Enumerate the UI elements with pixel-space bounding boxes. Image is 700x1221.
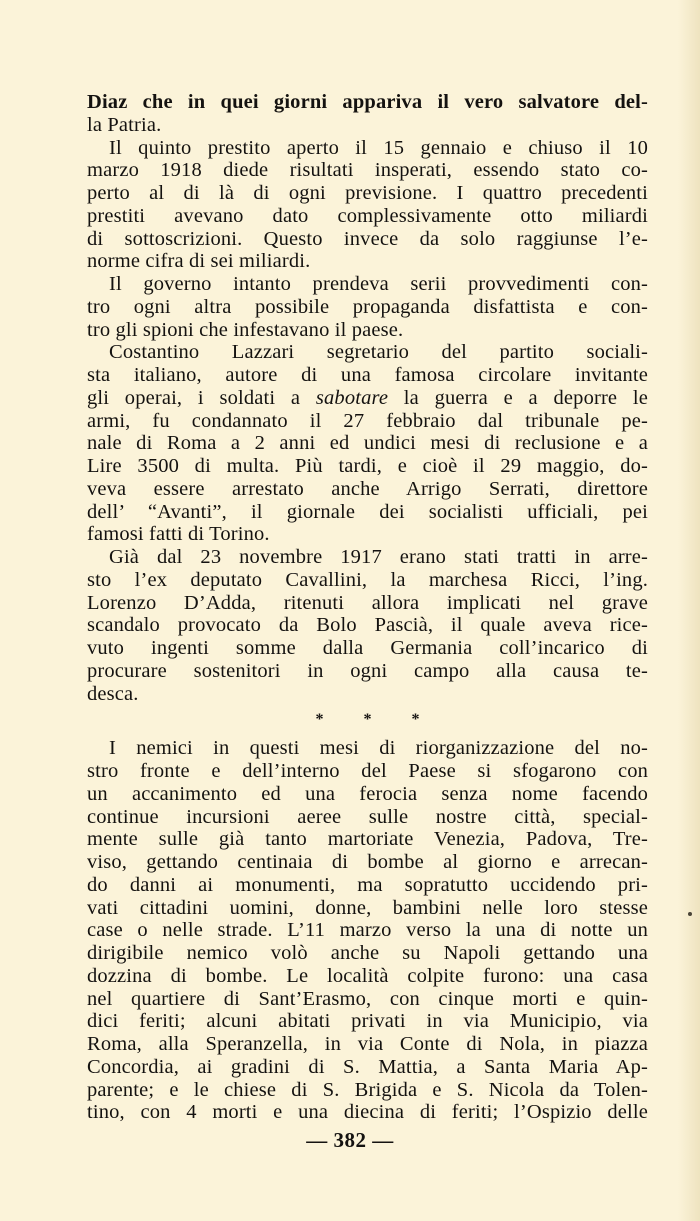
text-line: famosi fatti di Torino. — [87, 523, 270, 546]
section-separator: * * * — [315, 711, 438, 729]
paragraph — [87, 137, 648, 274]
text-line: un accanimento ed una ferocia senza nome facendo — [87, 782, 648, 805]
page-edge-shadow — [678, 0, 700, 1221]
text-line: sta italiano, autore di una famosa circolare invitante — [87, 364, 648, 386]
text-line: mente sulle già tanto martoriate Venezia, Padova, Tre- — [87, 828, 648, 851]
text-line: continue incursioni aeree sulle nostre città, special- — [87, 805, 648, 828]
text-line: Il quinto prestito aperto il 15 gennaio e chiuso il 10 — [109, 136, 648, 159]
text-line: la Patria. — [87, 113, 162, 136]
text-line: dell’ “Avanti”, il giornale dei socialisti ufficiali, pei — [87, 500, 648, 523]
body-text — [87, 91, 648, 1124]
text-line: dozzina di bombe. Le località colpite furono: una casa — [87, 964, 648, 987]
text-line: Concordia, ai gradini di S. Mattia, a Santa Maria Ap- — [87, 1055, 648, 1078]
emphasis: sabotare — [315, 386, 389, 409]
text-line: Costantino Lazzari segretario del partito sociali- — [109, 341, 648, 364]
page-number: — 382 — — [306, 1128, 394, 1152]
text-line: scandalo provocato da Bolo Pascià, il quale aveva rice- — [87, 614, 648, 637]
text-line: vati cittadini uomini, donne, bambini nelle loro stesse — [87, 896, 648, 919]
text-line: dirigibile nemico volò anche su Napoli gettando una — [87, 942, 648, 964]
paragraph — [87, 91, 648, 137]
text-line: armi, fu condannato il 27 febbraio dal tribunale pe- — [87, 409, 648, 432]
text-line: tro ogni altra possibile propaganda disfattista e con- — [87, 295, 648, 318]
text-line: desca. — [87, 682, 139, 705]
text-line: parente; e le chiese di S. Brigida e S. Nicola da Tolen- — [87, 1078, 648, 1101]
text-line: di sottoscrizioni. Questo invece da solo raggiunse l’e- — [87, 227, 648, 250]
text-line: Diaz che in quei giorni appariva il vero salvatore del- — [87, 91, 648, 113]
text-line: I nemici in questi mesi di riorganizzazione del no- — [109, 737, 648, 760]
text-line: nel quartiere di Sant’Erasmo, con cinque morti e quin- — [87, 987, 648, 1010]
text-line: norme cifra di sei miliardi. — [87, 250, 311, 273]
text-line: perto al di là di ogni previsione. I quattro precedenti — [87, 182, 648, 204]
text-line: marzo 1918 diede risultati insperati, essendo stato co- — [87, 159, 648, 182]
paragraph — [87, 341, 648, 546]
text-line: procurare sostenitori in ogni campo alla causa te- — [87, 659, 648, 682]
text-line: veva essere arrestato anche Arrigo Serrati, direttore — [87, 477, 648, 500]
text-line: prestiti avevano dato complessivamente otto miliardi — [87, 204, 648, 227]
paragraph — [87, 546, 648, 705]
text-line: vuto ingenti somme dalla Germania coll’incarico di — [87, 637, 648, 659]
text-line: gli operai, i soldati a sabotare la guerra e a deporre le — [87, 386, 648, 409]
text-line: nale di Roma a 2 anni ed undici mesi di reclusione e a — [87, 432, 648, 455]
text-line: Il governo intanto prendeva serii provvedimenti con- — [109, 273, 648, 295]
paragraph — [87, 737, 648, 1124]
text-line: Già dal 23 novembre 1917 erano stati tratti in arre- — [109, 546, 648, 568]
text-line: dici feriti; alcuni abitati privati in via Municipio, via — [87, 1010, 648, 1033]
text-line: do danni ai monumenti, ma sopratutto uccidendo pri- — [87, 873, 648, 896]
text-line: Lire 3500 di multa. Più tardi, e cioè il 29 maggio, do- — [87, 455, 648, 477]
print-speck — [688, 912, 692, 916]
text-line: viso, gettando centinaia di bombe al giorno e arrecan- — [87, 851, 648, 873]
text-line: tino, con 4 morti e una diecina di feriti; l’Ospizio delle — [87, 1101, 648, 1124]
text-line: tro gli spioni che infestavano il paese. — [87, 318, 404, 341]
text-line: Roma, alla Speranzella, in via Conte di Nola, in piazza — [87, 1033, 648, 1055]
text-line: sto l’ex deputato Cavallini, la marchesa Ricci, l’ing. — [87, 568, 648, 591]
text-line: Lorenzo D’Adda, ritenuti allora implicati nel grave — [87, 591, 648, 614]
text-line: case o nelle strade. L’11 marzo verso la una di notte un — [87, 919, 648, 942]
text-line: stro fronte e dell’interno del Paese si sfogarono con — [87, 760, 648, 782]
paragraph — [87, 273, 648, 341]
